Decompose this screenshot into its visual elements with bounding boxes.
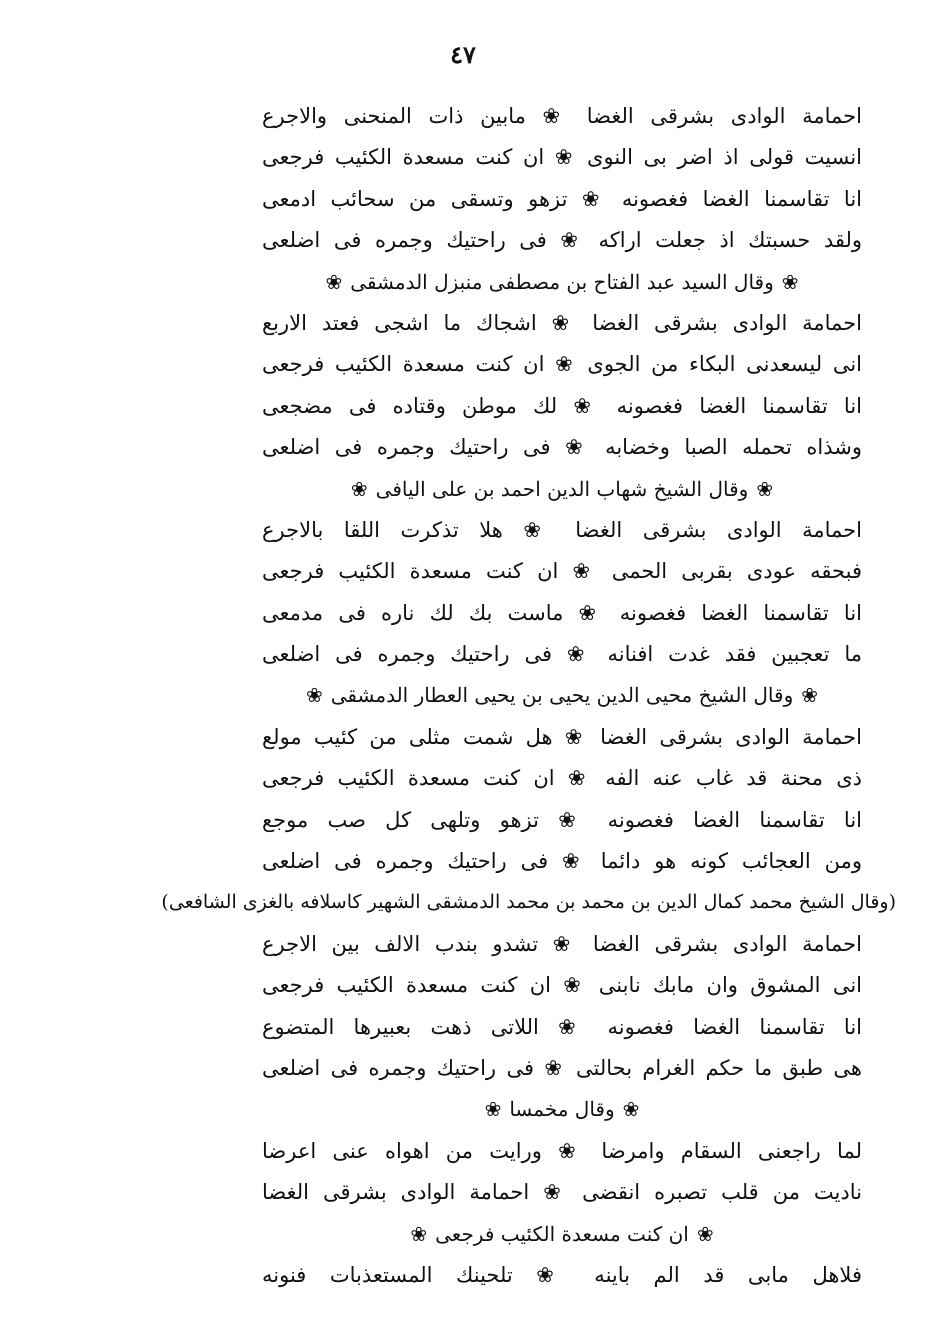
attribution-heading — [262, 469, 862, 510]
attribution-heading — [262, 675, 862, 716]
verse-line: ناديت من قلب تصبره انقضى ❀ احمامة الوادى بشرقى الغضا — [262, 1180, 862, 1205]
heading-text: وقال السيد عبد الفتاح بن مصطفى منبزل الدمشقى — [350, 269, 774, 294]
ornament-icon: ❀ — [622, 1097, 640, 1122]
verse-line: احمامة الوادى بشرقى الغضا ❀ مابين ذات المنحنى والاجرع — [262, 104, 862, 128]
verse-line: وشذاه تحمله الصبا وخضابه ❀ فى راحتيك وجمره فى اضلعى — [262, 435, 862, 460]
ornament-icon: ❀ — [696, 1221, 714, 1246]
heading-text: وقال الشيخ محيى الدين يحيى بن يحيى العطار الدمشقى — [330, 683, 794, 708]
verse-line: ما تعجبين فقد غدت افنانه ❀ فى راحتيك وجمره فى اضلعى — [262, 642, 862, 667]
verse-line: لما راجعنى السقام وامرضا ❀ ورايت من اهواه عنى اعرضا — [262, 1138, 862, 1163]
verse-line: احمامة الوادى بشرقى الغضا ❀ اشجاك ما اشجى فعتد الاربع — [262, 310, 862, 335]
attribution-heading — [262, 1089, 862, 1130]
ornament-icon: ❀ — [801, 683, 819, 708]
verse-line: احمامة الوادى بشرقى الغضا ❀ تشدو بندب الالف بين الاجرع — [262, 931, 862, 956]
verse-line: انى المشوق وان مابك نابنى ❀ ان كنت مسعدة الكئيب فرجعى — [262, 973, 862, 998]
verse-line: انى ليسعدنى البكاء من الجوى ❀ ان كنت مسعدة الكئيب فرجعى — [262, 352, 862, 377]
attribution-heading — [262, 262, 862, 303]
heading-text: ان كنت مسعدة الكئيب فرجعى — [435, 1221, 689, 1246]
verse-line: احمامة الوادى بشرقى الغضا ❀ هل شمت مثلى من كئيب مولع — [262, 724, 862, 749]
heading-text: وقال الشيخ شهاب الدين احمد بن على اليافى — [375, 476, 749, 501]
attribution-heading — [262, 1214, 862, 1255]
verse-line: انا تقاسمنا الغضا فغصونه ❀ لك موطن وقتاده فى مضجعى — [262, 393, 862, 418]
ornament-icon: ❀ — [350, 476, 368, 501]
ornament-icon: ❀ — [305, 683, 323, 708]
verse-line: هى طبق ما حكم الغرام بحالتى ❀ فى راحتيك وجمره فى اضلعى — [262, 1055, 862, 1080]
verse-line: ومن العجائب كونه هو دائما ❀ فى راحتيك وجمره فى اضلعى — [262, 849, 862, 874]
page-number: ٤٧ — [450, 40, 476, 69]
ornament-icon: ❀ — [756, 476, 774, 501]
verse-line: انسيت قولى اذ اضر بى النوى ❀ ان كنت مسعدة الكئيب فرجعى — [262, 145, 862, 170]
verse-line: انا تقاسمنا الغضا فغصونه ❀ تزهو وتلهى كل صب موجع — [262, 807, 862, 832]
ornament-icon: ❀ — [410, 1221, 428, 1246]
ornament-icon: ❀ — [325, 269, 343, 294]
verse-line: فلاهل مابى قد الم باينه ❀ تلحينك المستعذبات فنونه — [262, 1262, 862, 1287]
verse-line: انا تقاسمنا الغضا فغصونه ❀ تزهو وتسقى من سحائب ادمعى — [262, 186, 862, 211]
heading-text: وقال مخمسا — [509, 1097, 615, 1122]
ornament-icon: ❀ — [781, 269, 799, 294]
attribution-heading: (وقال الشيخ محمد كمال الدين بن محمد بن محمد الدمشقى الشهير كاسلافه بالغزى الشافعى) — [161, 891, 896, 914]
verse-line: انا تقاسمنا الغضا فغصونه ❀ اللاتى ذهت بعبيرها المتضوع — [262, 1014, 862, 1039]
verse-line: ذى محنة قد غاب عنه الفه ❀ ان كنت مسعدة الكئيب فرجعى — [262, 766, 862, 791]
poem-text-block — [161, 96, 896, 1296]
verse-line: فبحقه عودى بقربى الحمى ❀ ان كنت مسعدة الكئيب فرجعى — [262, 559, 862, 584]
verse-line: انا تقاسمنا الغضا فغصونه ❀ ماست بك لك ناره فى مدمعى — [262, 600, 862, 625]
verse-line: ولقد حسبتك اذ جعلت اراكه ❀ فى راحتيك وجمره فى اضلعى — [262, 228, 862, 253]
ornament-icon: ❀ — [484, 1097, 502, 1122]
verse-line: احمامة الوادى بشرقى الغضا ❀ هلا تذكرت اللقا بالاجرع — [262, 517, 862, 542]
